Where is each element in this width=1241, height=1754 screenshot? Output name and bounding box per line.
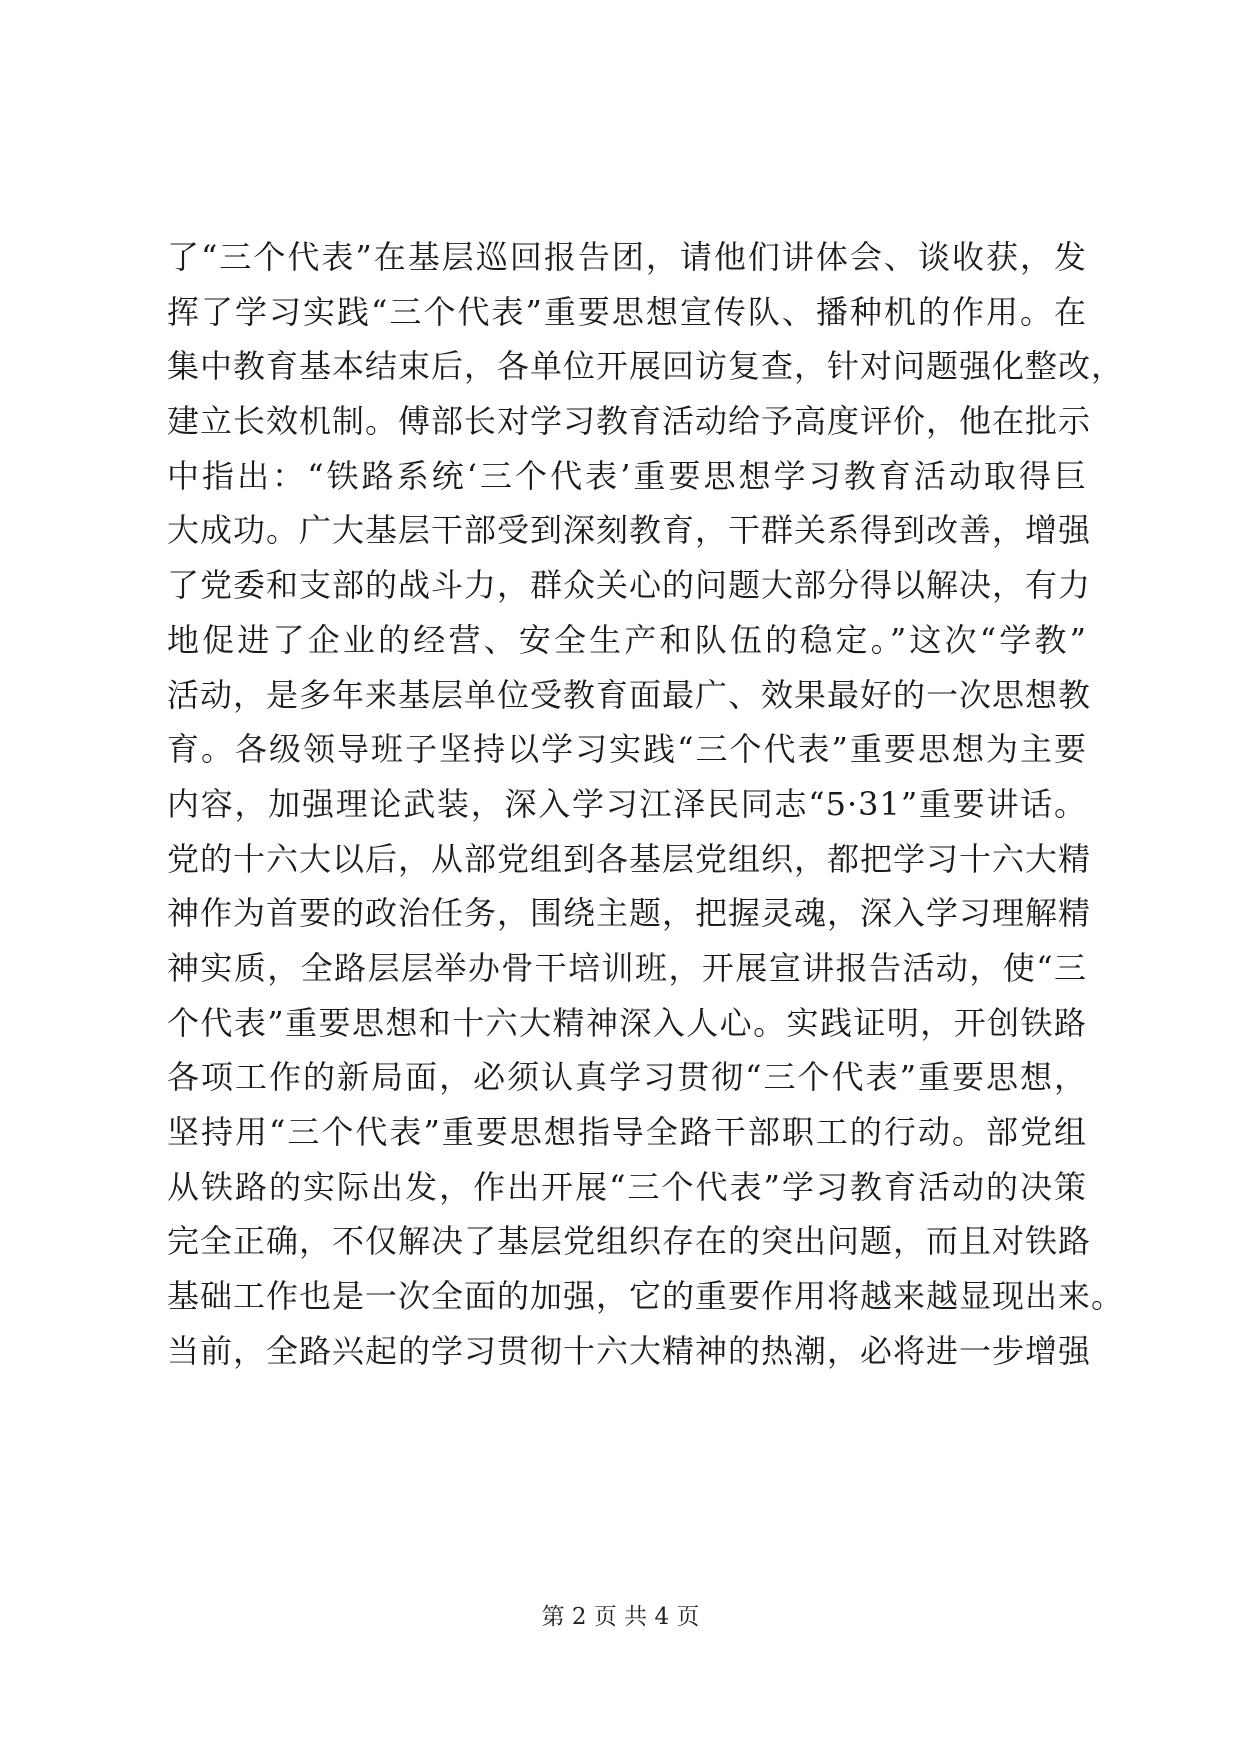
- page-footer: [0, 1602, 1241, 1632]
- text-line-18: 从铁路的实际出发，作出开展“三个代表”学习教育活动的决策: [167, 1167, 1087, 1206]
- text-line-13: 神作为首要的政治任务，围绕主题，把握灵魂，深入学习理解精: [167, 894, 1092, 933]
- text-line-11: 内容，加强理论武装，深入学习江泽民同志“5·31”重要讲话。: [167, 784, 1087, 823]
- text-line-12: 党的十六大以后，从部党组到各基层党组织，都把学习十六大精: [167, 839, 1092, 878]
- text-line-6: 大成功。广大基层干部受到深刻教育，干群关系得到改善，增强: [167, 511, 1092, 550]
- page-number-info: 第 2 页 共 4 页: [541, 1604, 700, 1630]
- text-line-5: 中指出：“铁路系统‘三个代表’重要思想学习教育活动取得巨: [167, 456, 1087, 495]
- text-line-20: 基础工作也是一次全面的加强，它的重要作用将越来越显现出来。: [167, 1277, 1125, 1316]
- text-line-2: 挥了学习实践“三个代表”重要思想宣传队、播种机的作用。在: [167, 292, 1087, 331]
- text-line-7: 了党委和支部的战斗力，群众关心的问题大部分得以解决，有力: [167, 566, 1092, 605]
- text-line-4: 建立长效机制。傅部长对学习教育活动给予高度评价，他在批示: [167, 402, 1092, 441]
- body-text: [167, 230, 1125, 1378]
- text-line-14: 神实质，全路层层举办骨干培训班，开展宣讲报告活动，使“三: [167, 948, 1087, 987]
- text-line-9: 活动，是多年来基层单位受教育面最广、效果最好的一次思想教: [167, 675, 1092, 714]
- text-line-10: 育。各级领导班子坚持以学习实践“三个代表”重要思想为主要: [167, 730, 1087, 769]
- text-line-1: 了“三个代表”在基层巡回报告团，请他们讲体会、谈收获，发: [167, 238, 1087, 276]
- text-line-3: 集中教育基本结束后，各单位开展回访复查，针对问题强化整改，: [167, 347, 1125, 386]
- text-line-16: 各项工作的新局面，必须认真学习贯彻“三个代表”重要思想，: [167, 1058, 1087, 1097]
- text-line-15: 个代表”重要思想和十六大精神深入人心。实践证明，开创铁路: [167, 1003, 1087, 1042]
- text-line-17: 坚持用“三个代表”重要思想指导全路干部职工的行动。部党组: [167, 1113, 1087, 1151]
- text-line-21: 当前，全路兴起的学习贯彻十六大精神的热潮，必将进一步增强: [167, 1331, 1092, 1370]
- text-line-19: 完全正确，不仅解决了基层党组织存在的突出问题，而且对铁路: [167, 1222, 1092, 1261]
- text-line-8: 地促进了企业的经营、安全生产和队伍的稳定。”这次“学教”: [167, 620, 1087, 659]
